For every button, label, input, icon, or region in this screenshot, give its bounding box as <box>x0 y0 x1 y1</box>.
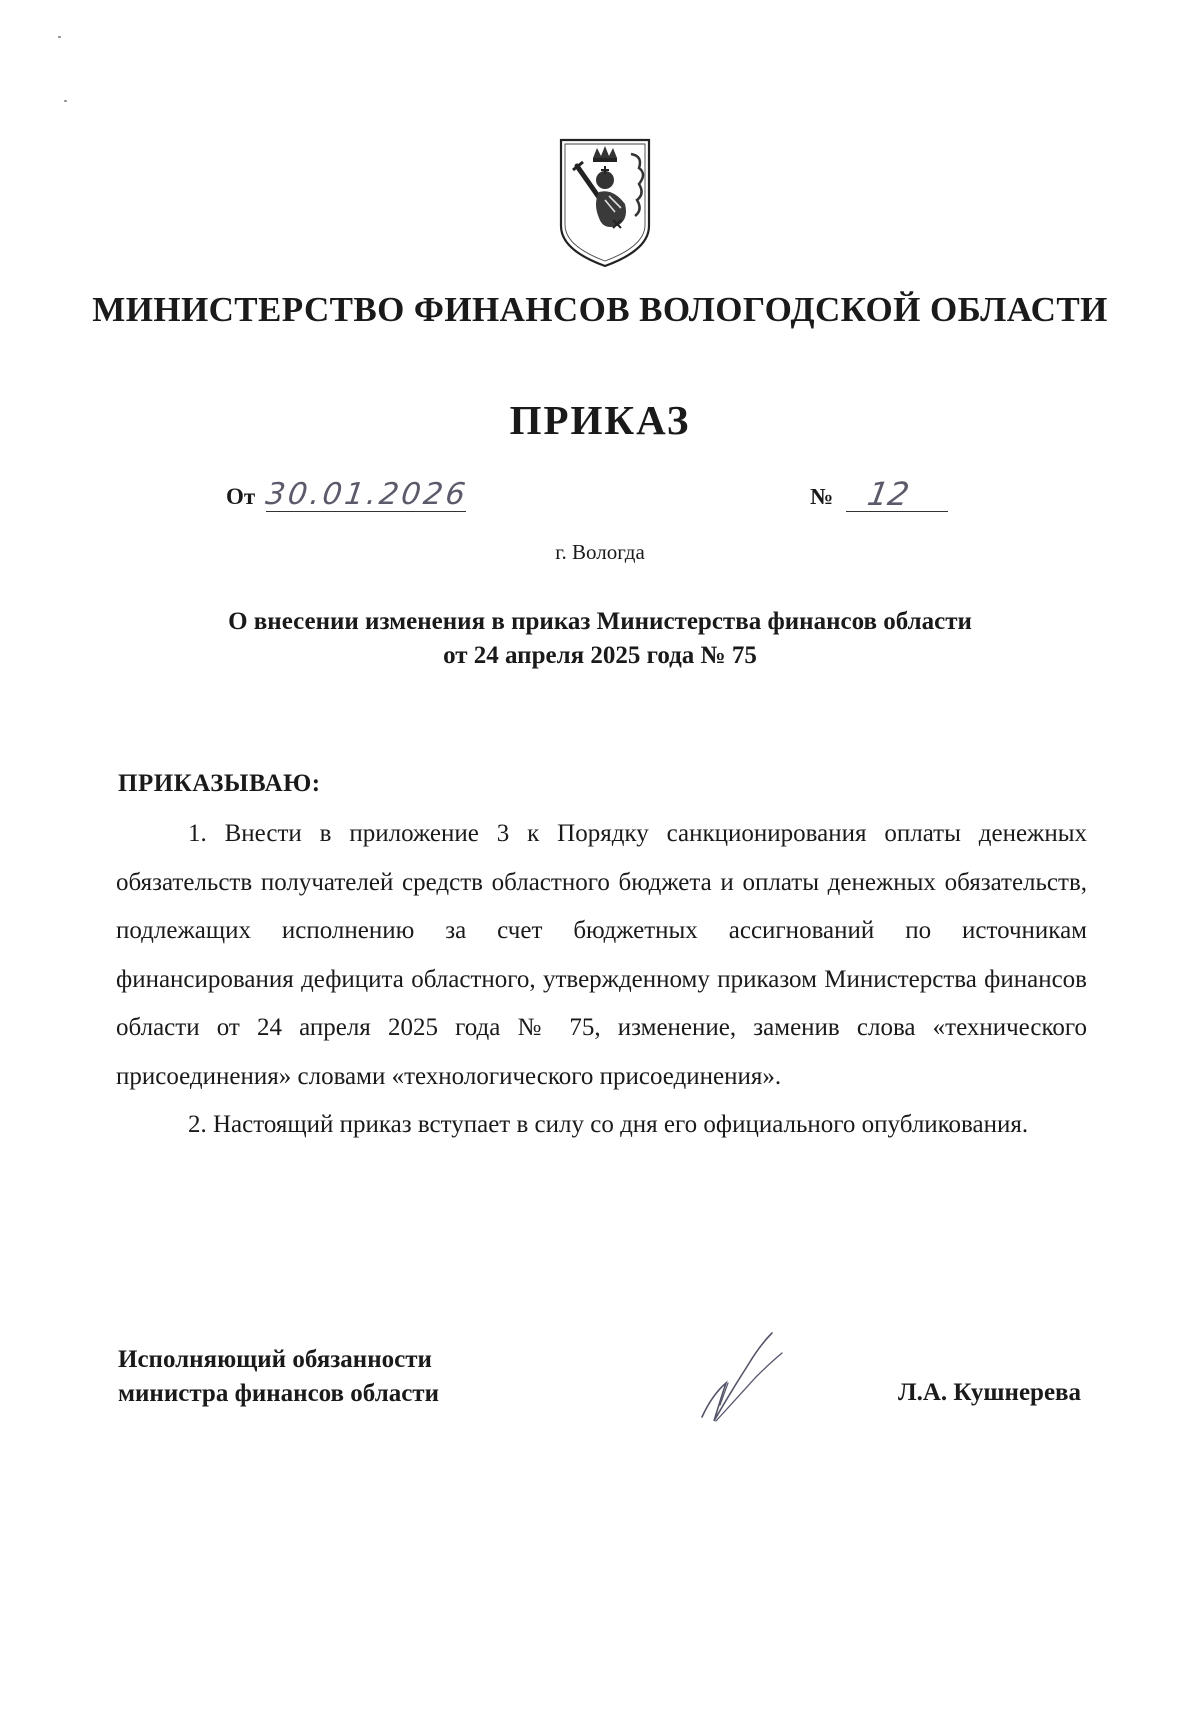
scan-speck <box>64 100 67 102</box>
subject-line-1: О внесении изменения в приказ Министерства финансов области <box>228 608 972 635</box>
order-heading: ПРИКАЗЫВАЮ: <box>118 770 321 797</box>
signer-name: Л.А. Кушнерева <box>898 1379 1082 1406</box>
city: г. Вологда <box>555 540 645 564</box>
handwritten-signature <box>690 1325 800 1435</box>
date-label: От <box>226 484 256 509</box>
number-value-handwritten: 12 <box>864 475 913 513</box>
document-subject <box>0 605 1200 673</box>
date-value-handwritten: 30.01.2026 <box>263 477 471 512</box>
document-body <box>116 810 1087 1150</box>
scan-speck <box>58 36 61 38</box>
signer-position-line-1: Исполняющий обязанности <box>118 1346 432 1373</box>
signer-position <box>118 1343 439 1411</box>
order-item-1: 1. Внести в приложение 3 к Порядку санкционирования оплаты денежных обязательств получателей средств областного бюджета и оплаты денежных обязательств, подлежащих исполнению за счет бюджетных ассигнований по источникам финансирования дефицита областного, утвержденному приказом Министерства финансов области от 24 апреля 2025 года № 75, изменение, заменив слова «технического присоединения» словами «технологического присоединения». <box>116 820 1087 1090</box>
subject-line-2: от 24 апреля 2025 года № 75 <box>443 642 757 669</box>
order-item-2: 2. Настоящий приказ вступает в силу со дня его официального опубликования. <box>188 1111 1029 1138</box>
document-type-title: ПРИКАЗ <box>509 397 691 443</box>
ministry-name: МИНИСТЕРСТВО ФИНАНСОВ ВОЛОГОДСКОЙ ОБЛАСТИ <box>92 290 1108 329</box>
coat-of-arms-icon <box>555 134 655 270</box>
signer-position-line-2: министра финансов области <box>118 1380 439 1407</box>
number-label: № <box>810 484 834 509</box>
